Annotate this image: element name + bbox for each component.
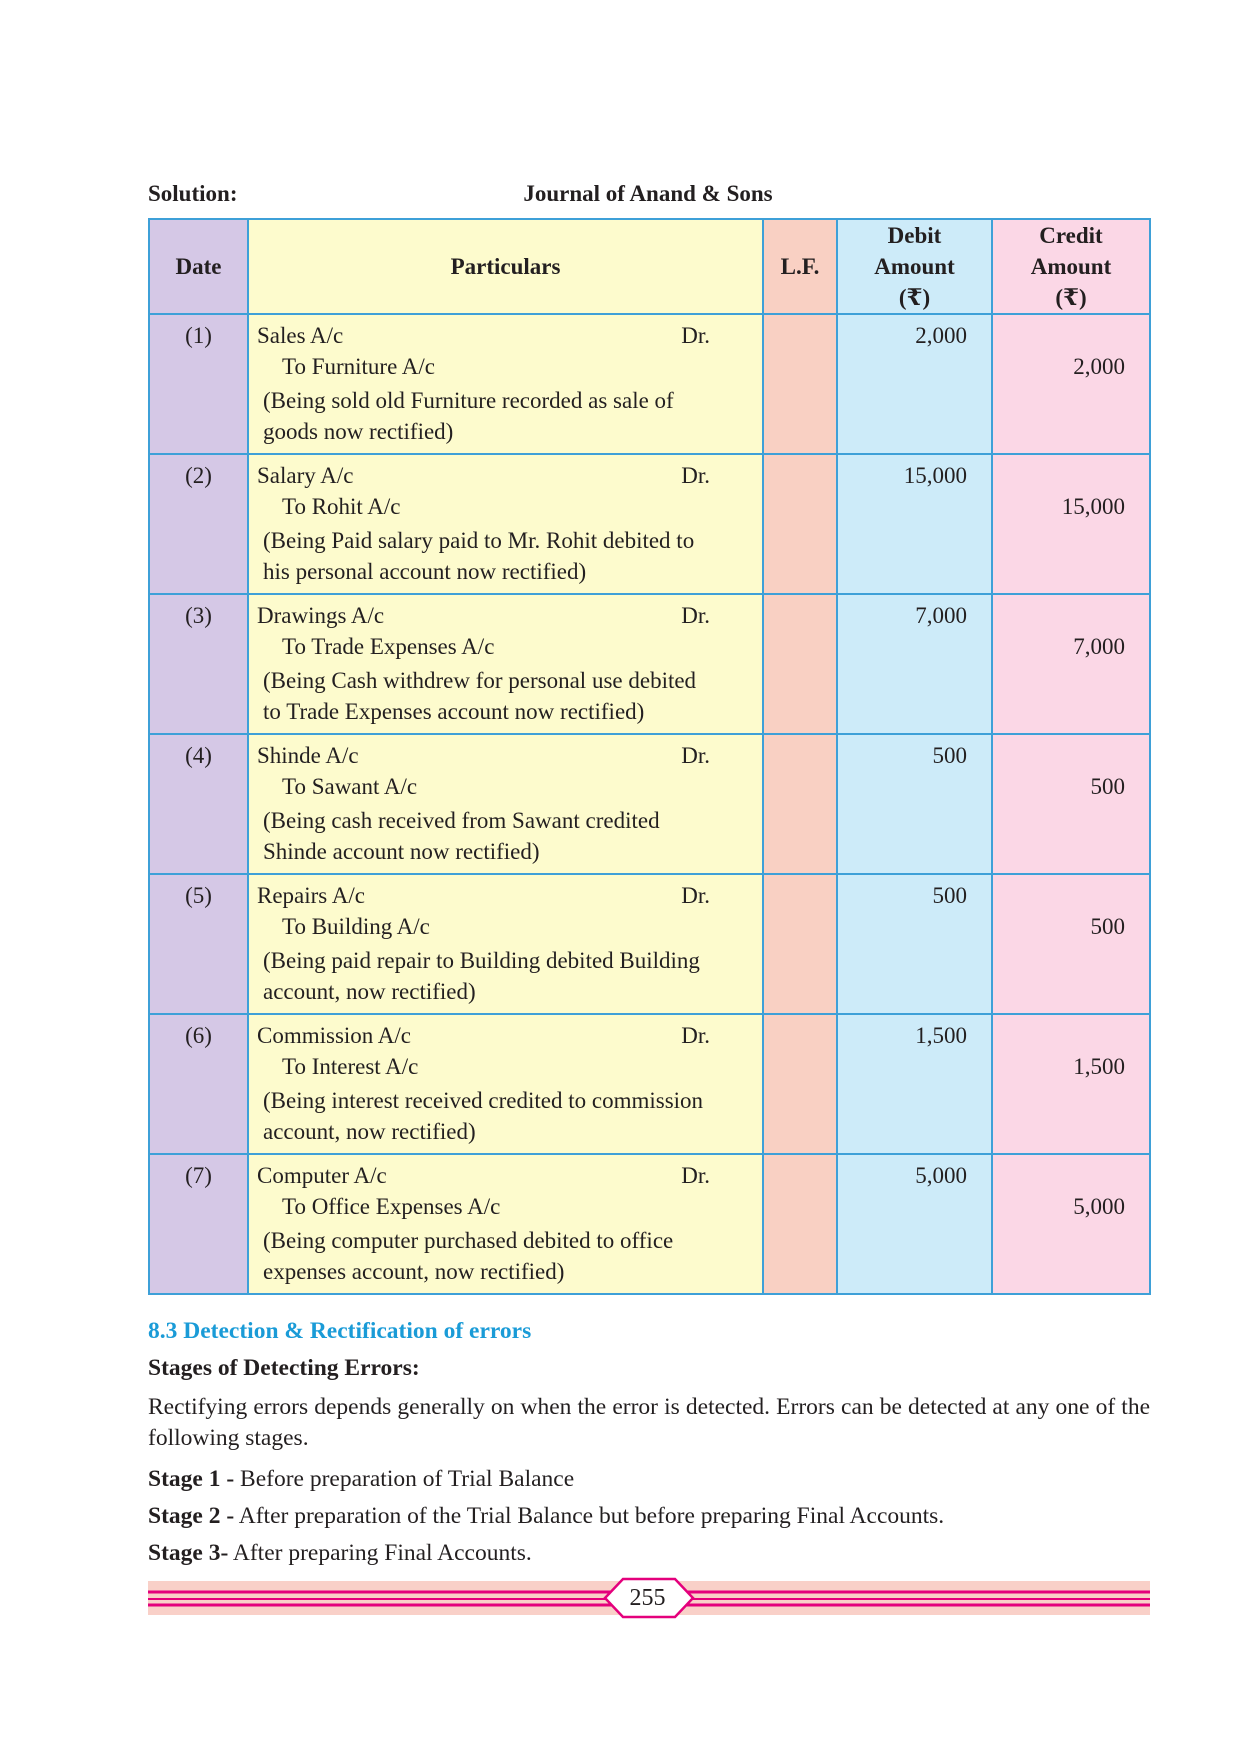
entry-date: (2) (149, 454, 248, 594)
debit-account: Shinde A/c (257, 743, 359, 768)
stage-text: After preparation of the Trial Balance but before preparing Final Accounts. (238, 1503, 945, 1529)
journal-header-row (149, 219, 1150, 314)
entry-debit-cell (837, 734, 992, 874)
dr-marker: Dr. (681, 743, 710, 768)
entry-debit-amount: 500 (932, 883, 967, 908)
entry-particulars (248, 454, 763, 594)
journal-entry-row (149, 734, 1150, 874)
entry-date: (3) (149, 594, 248, 734)
entry-credit-amount: 500 (1090, 914, 1125, 939)
section-subtitle: Stages of Detecting Errors: (148, 1355, 420, 1381)
credit-account: To Building A/c (282, 914, 430, 939)
stage-text: Before preparation of Trial Balance (240, 1466, 575, 1492)
narration (257, 1085, 754, 1147)
header-credit-amount (992, 219, 1150, 314)
entry-debit-cell (837, 454, 992, 594)
debit-account-line (257, 600, 754, 631)
stage-1 (148, 1466, 574, 1493)
entry-debit-amount: 7,000 (915, 603, 967, 628)
narration (257, 665, 754, 727)
journal-entry-row (149, 314, 1150, 454)
entry-debit-cell (837, 594, 992, 734)
debit-account-line (257, 460, 754, 491)
page-heading (148, 181, 1148, 211)
header-debit-line: (₹) (898, 285, 931, 310)
narration (257, 385, 754, 447)
narration-line: (Being cash received from Sawant credited (263, 808, 660, 833)
narration-line: (Being computer purchased debited to office (263, 1228, 674, 1253)
narration-line: (Being paid repair to Building debited Building (263, 948, 700, 973)
credit-account: To Sawant A/c (282, 774, 418, 799)
debit-account: Sales A/c (257, 323, 344, 348)
entry-credit-amount: 2,000 (1073, 354, 1125, 379)
narration-line: his personal account now rectified) (263, 559, 587, 584)
credit-account: To Rohit A/c (282, 494, 401, 519)
debit-account: Salary A/c (257, 463, 354, 488)
entry-particulars (248, 1154, 763, 1294)
entry-credit-amount: 15,000 (1061, 494, 1125, 519)
stage-text: After preparing Final Accounts. (232, 1540, 532, 1566)
section-paragraph: Rectifying errors depends generally on when the error is detected. Errors can be detected at any one of the following stages. (148, 1394, 1150, 1451)
dr-marker: Dr. (681, 463, 710, 488)
entry-lf (763, 454, 837, 594)
page-number: 255 (629, 1585, 666, 1611)
entry-credit-amount: 7,000 (1073, 634, 1125, 659)
journal-entry-row (149, 454, 1150, 594)
narration-line: (Being interest received credited to commission (263, 1088, 704, 1113)
entry-lf (763, 734, 837, 874)
entry-credit-cell (992, 314, 1150, 454)
dr-marker: Dr. (681, 603, 710, 628)
stage-2 (148, 1503, 944, 1530)
narration-line: (Being sold old Furniture recorded as sale of (263, 388, 674, 413)
debit-account-line (257, 320, 754, 351)
entry-particulars (248, 1014, 763, 1154)
entry-debit-cell (837, 1014, 992, 1154)
journal-entry-row (149, 874, 1150, 1014)
entry-credit-amount: 1,500 (1073, 1054, 1125, 1079)
entry-debit-amount: 5,000 (915, 1163, 967, 1188)
entry-particulars (248, 594, 763, 734)
entry-credit-amount: 5,000 (1073, 1194, 1125, 1219)
journal-body (149, 314, 1150, 1294)
dr-marker: Dr. (681, 1163, 710, 1188)
section-title: 8.3 Detection & Rectification of errors (148, 1318, 532, 1344)
journal-entry-row (149, 594, 1150, 734)
journal-table (148, 218, 1151, 1295)
header-credit-line: Credit (1039, 223, 1103, 248)
credit-account: To Furniture A/c (282, 354, 435, 379)
header-particulars: Particulars (248, 219, 763, 314)
narration (257, 525, 754, 587)
narration (257, 1225, 754, 1287)
entry-lf (763, 1154, 837, 1294)
header-debit-line: Amount (874, 254, 955, 279)
narration-line: (Being Cash withdrew for personal use debited (263, 668, 697, 693)
stage-label: Stage 2 - (148, 1503, 235, 1529)
debit-account: Computer A/c (257, 1163, 387, 1188)
debit-account-line (257, 880, 754, 911)
entry-credit-cell (992, 1154, 1150, 1294)
journal-entry-row (149, 1154, 1150, 1294)
entry-particulars (248, 734, 763, 874)
dr-marker: Dr. (681, 1023, 710, 1048)
entry-credit-cell (992, 594, 1150, 734)
journal-title: Journal of Anand & Sons (523, 181, 773, 206)
entry-date: (7) (149, 1154, 248, 1294)
debit-account: Commission A/c (257, 1023, 411, 1048)
narration-line: account, now rectified) (263, 1119, 476, 1144)
journal-entry-row (149, 1014, 1150, 1154)
entry-credit-cell (992, 1014, 1150, 1154)
credit-account: To Office Expenses A/c (282, 1194, 501, 1219)
credit-account: To Trade Expenses A/c (282, 634, 495, 659)
debit-account-line (257, 1160, 754, 1191)
entry-credit-cell (992, 734, 1150, 874)
entry-debit-cell (837, 874, 992, 1014)
debit-account: Drawings A/c (257, 603, 385, 628)
stage-label: Stage 1 - (148, 1466, 235, 1492)
debit-account-line (257, 1020, 754, 1051)
header-date: Date (149, 219, 248, 314)
narration-line: to Trade Expenses account now rectified) (263, 699, 645, 724)
entry-lf (763, 874, 837, 1014)
entry-debit-cell (837, 1154, 992, 1294)
entry-credit-amount: 500 (1090, 774, 1125, 799)
entry-date: (1) (149, 314, 248, 454)
dr-marker: Dr. (681, 323, 710, 348)
solution-label: Solution: (148, 181, 238, 206)
entry-lf (763, 594, 837, 734)
narration (257, 805, 754, 867)
entry-debit-amount: 2,000 (915, 323, 967, 348)
entry-particulars (248, 314, 763, 454)
entry-debit-cell (837, 314, 992, 454)
entry-credit-cell (992, 454, 1150, 594)
header-lf: L.F. (763, 219, 837, 314)
header-credit-line: Amount (1030, 254, 1112, 279)
narration (257, 945, 754, 1007)
entry-date: (6) (149, 1014, 248, 1154)
narration-line: expenses account, now rectified) (263, 1259, 565, 1284)
debit-account-line (257, 740, 754, 771)
credit-account: To Interest A/c (282, 1054, 419, 1079)
header-debit-amount (837, 219, 992, 314)
debit-account: Repairs A/c (257, 883, 365, 908)
entry-lf (763, 1014, 837, 1154)
entry-credit-cell (992, 874, 1150, 1014)
narration-line: Shinde account now rectified) (263, 839, 540, 864)
entry-lf (763, 314, 837, 454)
narration-line: (Being Paid salary paid to Mr. Rohit debited to (263, 528, 695, 553)
entry-debit-amount: 15,000 (903, 463, 967, 488)
header-debit-line: Debit (887, 223, 942, 248)
dr-marker: Dr. (681, 883, 710, 908)
narration-line: account, now rectified) (263, 979, 476, 1004)
entry-date: (5) (149, 874, 248, 1014)
entry-debit-amount: 1,500 (915, 1023, 967, 1048)
entry-particulars (248, 874, 763, 1014)
entry-debit-amount: 500 (932, 743, 967, 768)
header-credit-line: (₹) (1055, 285, 1087, 310)
narration-line: goods now rectified) (263, 419, 454, 444)
stage-3 (148, 1540, 532, 1567)
stage-label: Stage 3- (148, 1540, 229, 1566)
entry-date: (4) (149, 734, 248, 874)
